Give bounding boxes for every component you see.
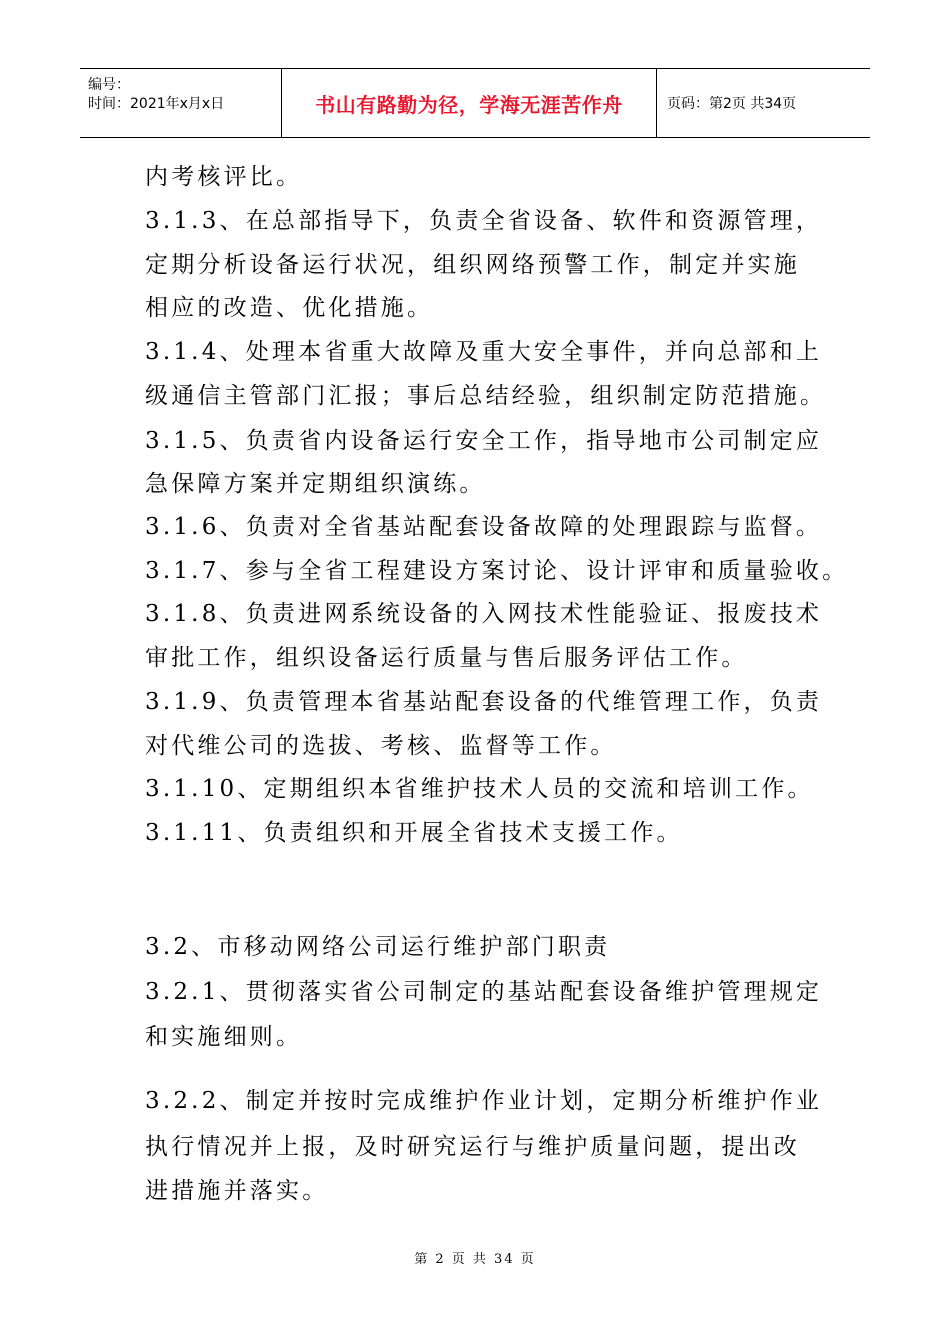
header-motto: 书山有路勤为径，学海无涯苦作舟 [315,92,623,117]
body-line: 3.1.5、负责省内设备运行安全工作，指导地市公司制定应 [145,428,823,454]
body-line: 审批工作，组织设备运行质量与售后服务评估工作。 [145,645,748,671]
body-line: 进措施并落实。 [145,1178,329,1204]
header-page-label: 页码：第2页 共34页 [667,96,797,112]
body-line: 3.2.1、贯彻落实省公司制定的基站配套设备维护管理规定 [145,979,823,1005]
body-line: 急保障方案并定期组织演练。 [145,471,486,497]
body-line: 执行情况并上报，及时研究运行与维护质量问题，提出改 [145,1134,800,1160]
body-line: 3.1.11、负责组织和开展全省技术支援工作。 [145,820,683,846]
page-header [80,68,870,138]
body-line: 和实施细则。 [145,1024,303,1050]
document-number-label: 编号： [88,77,130,93]
body-line: 3.1.4、处理本省重大故障及重大安全事件，并向总部和上 [145,339,823,365]
header-meta-cell [80,69,282,137]
body-line: 3.2.2、制定并按时完成维护作业计划，定期分析维护作业 [145,1088,823,1114]
body-line: 3.1.7、参与全省工程建设方案讨论、设计评审和质量验收。 [145,558,849,584]
header-page-cell [657,69,870,137]
body-line: 3.1.10、定期组织本省维护技术人员的交流和培训工作。 [145,776,814,802]
body-line: 对代维公司的选拔、考核、监督等工作。 [145,733,617,759]
body-line: 3.1.9、负责管理本省基站配套设备的代维管理工作，负责 [145,689,823,715]
page-footer: 第 2 页 共 34 页 [414,1252,536,1267]
body-line: 内考核评比。 [145,164,303,190]
body-line: 定期分析设备运行状况，组织网络预警工作，制定并实施 [145,252,800,278]
section-heading: 3.2、市移动网络公司运行维护部门职责 [145,934,611,960]
body-line: 3.1.8、负责进网系统设备的入网技术性能验证、报废技术 [145,601,823,627]
header-motto-cell [282,69,657,137]
body-line: 相应的改造、优化措施。 [145,295,434,321]
document-time-label: 时间：2021年x月x日 [88,96,225,112]
body-line: 3.1.6、负责对全省基站配套设备故障的处理跟踪与监督。 [145,514,823,540]
body-line: 级通信主管部门汇报；事后总结经验，组织制定防范措施。 [145,383,827,409]
body-line: 3.1.3、在总部指导下，负责全省设备、软件和资源管理， [145,208,823,234]
